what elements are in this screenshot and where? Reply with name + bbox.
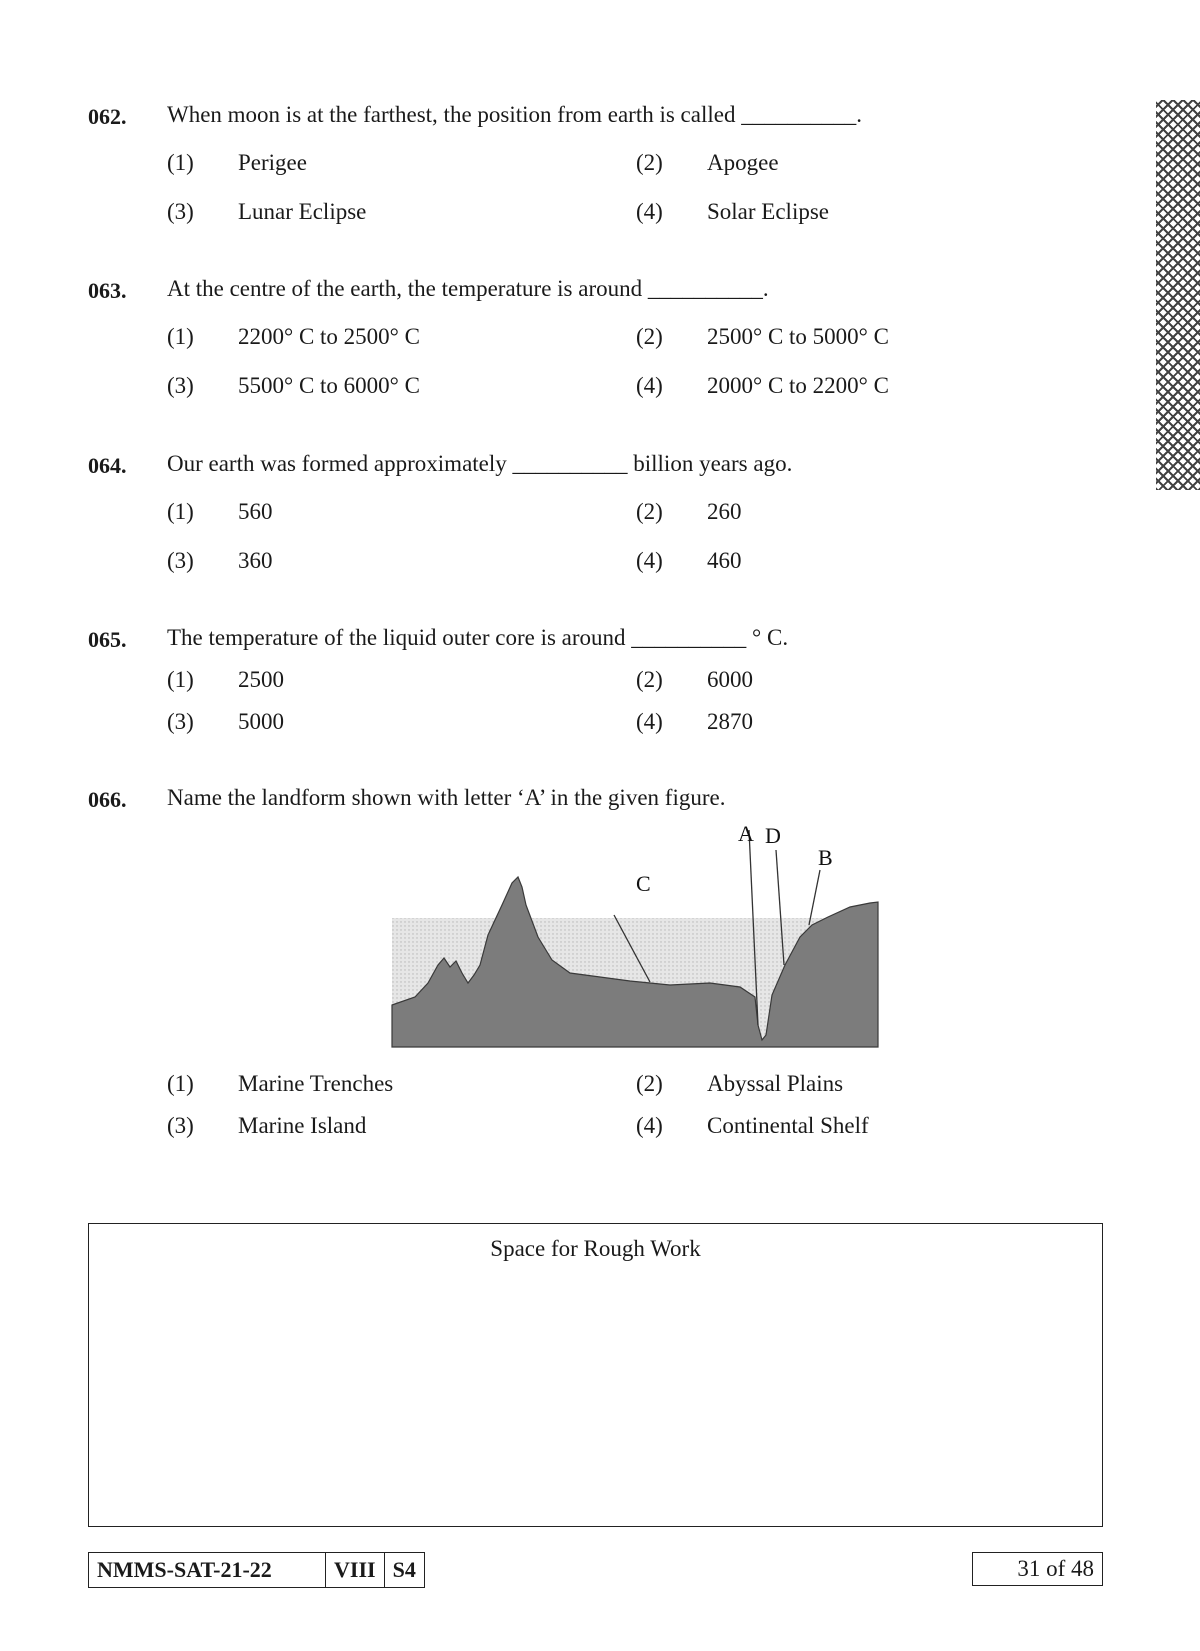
label-c: C [636,871,651,896]
option-2[interactable]: (2) 2500° C to 5000° C [636,324,889,349]
rough-work-box[interactable] [88,1223,1103,1527]
question-number: 066. [88,787,127,812]
option-2[interactable]: (2) Abyssal Plains [636,1071,844,1096]
question-number: 065. [88,627,127,652]
leader-line-b [809,870,820,925]
question-number: 064. [88,453,127,478]
label-a: A [738,825,754,846]
option-3[interactable]: (3) 5500° C to 6000° C [167,373,420,398]
rough-work-title: Space for Rough Work [490,1236,701,1261]
option-1[interactable]: (1) 560 [167,499,273,524]
question-number: 063. [88,278,127,303]
question-text: The temperature of the liquid outer core is around __________ ° C. [167,625,789,650]
option-3[interactable]: (3) 360 [167,548,273,573]
option-1[interactable]: (1) 2200° C to 2500° C [167,324,420,349]
label-b: B [818,845,833,870]
option-1[interactable]: (1) Marine Trenches [167,1071,394,1096]
option-3[interactable]: (3) Marine Island [167,1113,367,1138]
question-number: 062. [88,104,127,129]
option-4[interactable]: (4) Solar Eclipse [636,199,829,224]
question-text: When moon is at the farthest, the position from earth is called __________. [167,102,862,127]
question-text: Name the landform shown with letter ‘A’ in the given figure. [167,785,726,810]
question-text: Our earth was formed approximately __________ billion years ago. [167,451,793,476]
side-decoration-pattern [1156,100,1200,490]
question-text: At the centre of the earth, the temperature is around __________. [167,276,769,301]
option-2[interactable]: (2) 6000 [636,667,753,692]
option-1[interactable]: (1) 2500 [167,667,284,692]
option-1[interactable]: (1) Perigee [167,150,307,175]
option-2[interactable]: (2) 260 [636,499,742,524]
option-3[interactable]: (3) 5000 [167,709,284,734]
exam-code: NMMS-SAT-21-22 [97,1557,272,1582]
option-4[interactable]: (4) 2000° C to 2200° C [636,373,889,398]
set-label: S4 [384,1553,424,1587]
label-d: D [765,825,781,848]
option-4[interactable]: (4) 2870 [636,709,753,734]
option-3[interactable]: (3) Lunar Eclipse [167,199,367,224]
footer-code-box [88,1552,425,1588]
option-2[interactable]: (2) Apogee [636,150,779,175]
page-number: 31 of 48 [972,1552,1103,1586]
ocean-floor-figure [380,825,890,1055]
option-4[interactable]: (4) 460 [636,548,742,573]
class-label: VIII [325,1553,384,1587]
option-4[interactable]: (4) Continental Shelf [636,1113,869,1138]
